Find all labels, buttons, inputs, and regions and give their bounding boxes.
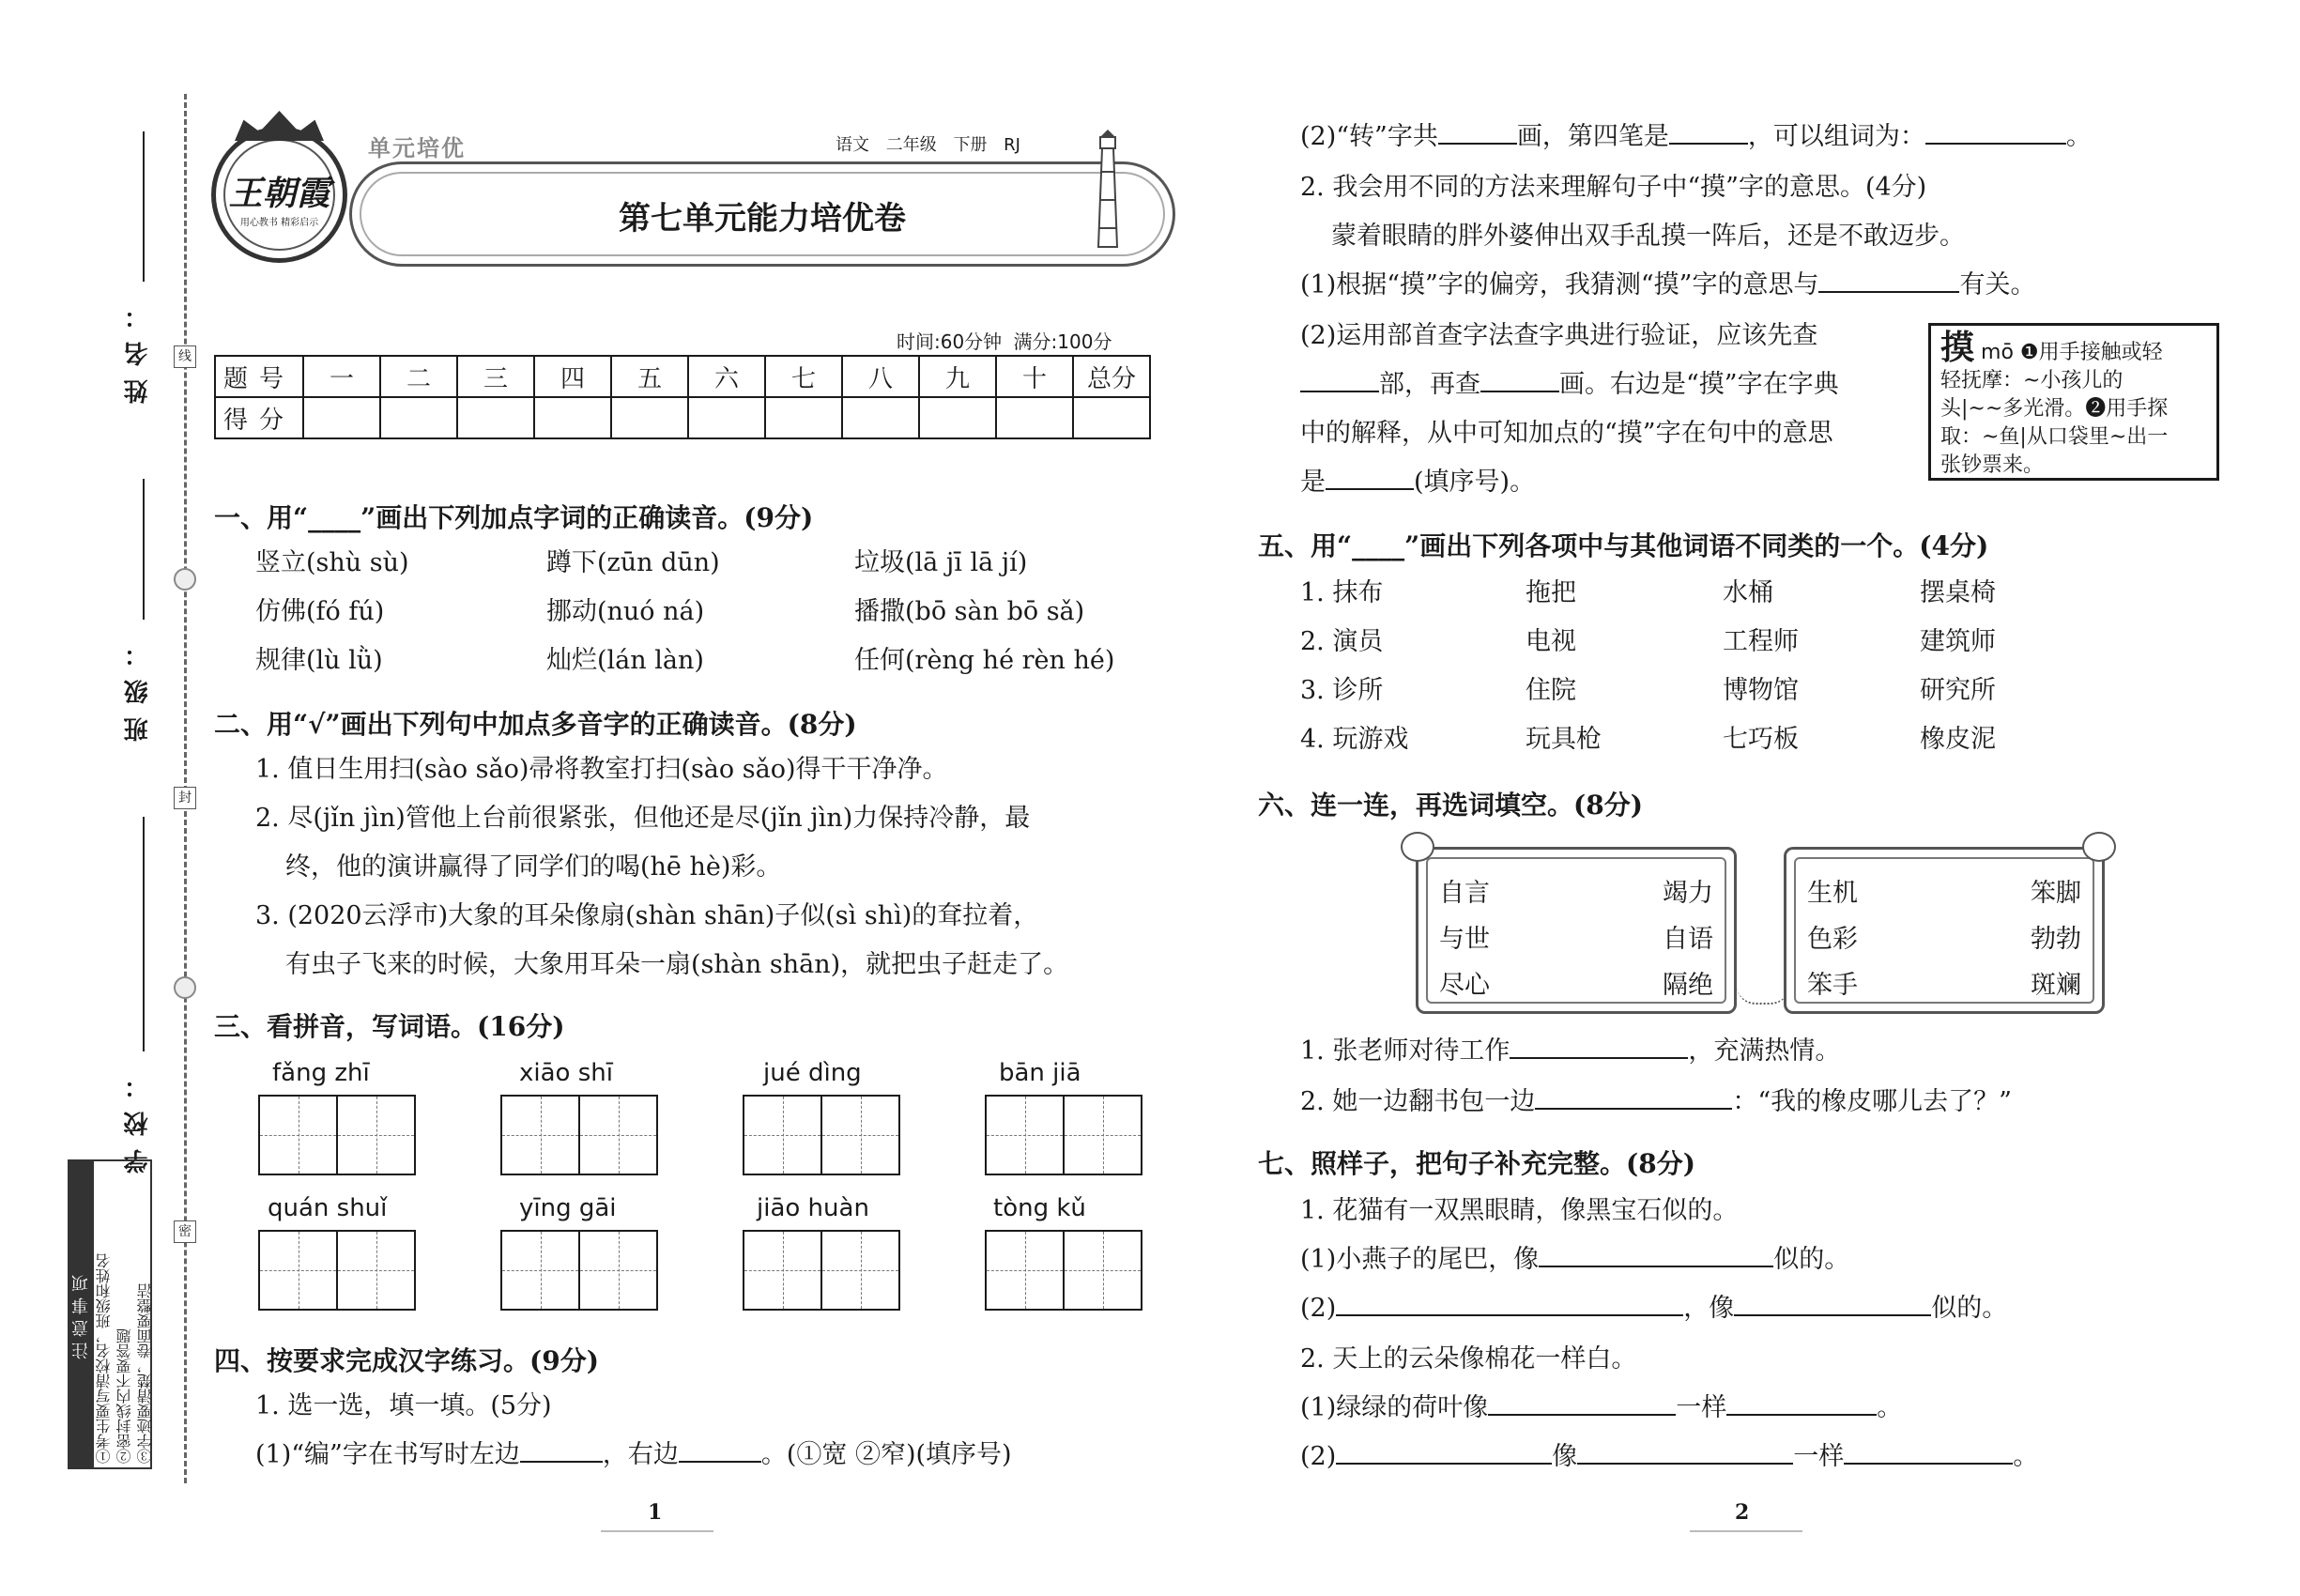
notice-item: ③字迹要清楚，卷面要整洁 bbox=[136, 1283, 154, 1464]
e2q1-text-c: 。 bbox=[1877, 1393, 1903, 1422]
odd-word[interactable]: 工程师 bbox=[1723, 627, 1799, 656]
odd-word[interactable]: 住院 bbox=[1526, 676, 1576, 705]
e1q1-text-b: 似的。 bbox=[1773, 1245, 1850, 1274]
match-word[interactable]: 与世 bbox=[1439, 925, 1490, 954]
answer-blank[interactable] bbox=[1488, 1389, 1676, 1416]
s7-example-1: 1. 花猫有一双黑眼睛，像黑宝石似的。 bbox=[1300, 1196, 1739, 1225]
answer-blank[interactable] bbox=[1480, 366, 1559, 392]
score-header-cell: 八 bbox=[842, 356, 919, 397]
match-word[interactable]: 竭力 bbox=[1663, 879, 1713, 908]
answer-blank[interactable] bbox=[1669, 118, 1748, 145]
p2-text-e: 是 bbox=[1300, 468, 1326, 497]
answer-blank[interactable] bbox=[1510, 1033, 1688, 1059]
writing-grid[interactable] bbox=[985, 1230, 1142, 1311]
answer-blank[interactable] bbox=[1336, 1290, 1683, 1316]
e1q2-text-b: ，像 bbox=[1683, 1294, 1735, 1323]
dictionary-entry-box bbox=[1928, 323, 2219, 481]
odd-word[interactable]: 七巧板 bbox=[1723, 725, 1799, 754]
seal-mark-seal: 封 bbox=[174, 787, 196, 809]
odd-word[interactable]: 拖把 bbox=[1526, 578, 1576, 607]
s4-q1 bbox=[255, 1436, 1012, 1474]
s4-p2b bbox=[1300, 366, 1839, 404]
dict-line: 张钞票来。 bbox=[1940, 453, 2045, 477]
seal-mark-line: 线 bbox=[174, 345, 196, 368]
s7-e2-q2 bbox=[1300, 1438, 2038, 1476]
odd-word[interactable]: 电视 bbox=[1526, 627, 1576, 656]
score-header-cell: 九 bbox=[919, 356, 996, 397]
score-cell[interactable] bbox=[611, 397, 688, 438]
score-row-label: 得分 bbox=[215, 397, 303, 438]
dict-char: 摸 bbox=[1940, 328, 1975, 367]
answer-blank[interactable] bbox=[1844, 1438, 2013, 1465]
writing-grid[interactable] bbox=[500, 1095, 658, 1175]
brand-name: 王朝霞 bbox=[228, 174, 330, 213]
score-header-cell: 总分 bbox=[1073, 356, 1150, 397]
s6-f1-text-a: 1. 张老师对待工作 bbox=[1300, 1036, 1510, 1066]
match-word[interactable]: 自言 bbox=[1439, 879, 1490, 908]
odd-word[interactable]: 摆桌椅 bbox=[1920, 578, 1996, 607]
pron-item: 竖立(shù sù) bbox=[255, 548, 409, 577]
s4-sub-1: 1. 选一选，填一填。(5分) bbox=[255, 1391, 552, 1420]
writing-grid[interactable] bbox=[743, 1095, 900, 1175]
q2-text-d: 。 bbox=[2065, 122, 2092, 151]
s6-f1-text-b: ，充满热情。 bbox=[1688, 1036, 1841, 1066]
e1q2-text-c: 似的。 bbox=[1931, 1294, 2008, 1323]
s4-q1-text-b: ，右边 bbox=[602, 1440, 679, 1469]
answer-blank[interactable] bbox=[1336, 1438, 1552, 1465]
p2-text-f: (填序号)。 bbox=[1414, 468, 1536, 497]
match-word[interactable]: 勃勃 bbox=[2031, 925, 2081, 954]
e2q1-text-a: (1)绿绿的荷叶像 bbox=[1300, 1393, 1489, 1422]
score-header-cell: 题号 bbox=[215, 356, 303, 397]
s7-example-2: 2. 天上的云朵像棉花一样白。 bbox=[1300, 1344, 1637, 1373]
school-line bbox=[143, 817, 145, 1051]
section-4-title: 四、按要求完成汉字练习。(9分) bbox=[214, 1345, 599, 1376]
page-ornament bbox=[601, 1530, 713, 1532]
score-cell[interactable] bbox=[765, 397, 842, 438]
time-score: 时间:60分钟 满分:100分 bbox=[897, 330, 1112, 353]
match-box-left bbox=[1416, 847, 1737, 1014]
match-box-right bbox=[1784, 847, 2105, 1014]
s4-p1 bbox=[1300, 267, 2035, 304]
score-cell[interactable] bbox=[457, 397, 534, 438]
match-word[interactable]: 生机 bbox=[1807, 879, 1858, 908]
e2q2-text-a: (2) bbox=[1300, 1442, 1337, 1471]
match-word[interactable]: 色彩 bbox=[1807, 925, 1858, 954]
score-cell[interactable] bbox=[842, 397, 919, 438]
s6-f2-text-b: ：“我的橡皮哪儿去了？” bbox=[1732, 1087, 2012, 1116]
s4-sub-2: 2. 我会用不同的方法来理解句子中“摸”字的意思。(4分) bbox=[1300, 173, 1927, 202]
writing-grid[interactable] bbox=[985, 1095, 1142, 1175]
score-cell[interactable] bbox=[534, 397, 611, 438]
p1-text-b: 有关。 bbox=[1959, 270, 2036, 299]
dict-line: 轻抚摩：~小孩儿的 bbox=[1940, 369, 2124, 392]
pinyin-label: xiāo shī bbox=[519, 1059, 613, 1087]
score-header-cell: 一 bbox=[303, 356, 380, 397]
s6-f2-text-a: 2. 她一边翻书包一边 bbox=[1300, 1087, 1536, 1116]
e1q1-text-a: (1)小燕子的尾巴，像 bbox=[1300, 1245, 1540, 1274]
match-word[interactable]: 自语 bbox=[1663, 925, 1713, 954]
binding-hole-icon bbox=[174, 568, 196, 591]
mo-sentence: 蒙着眼睛的胖外婆伸出双手乱摸一阵后，还是不敢迈步。 bbox=[1331, 222, 1965, 251]
s7-e1-q1 bbox=[1300, 1241, 1849, 1279]
writing-grid[interactable] bbox=[743, 1230, 900, 1311]
score-header-cell: 六 bbox=[688, 356, 765, 397]
dict-line: ❶用手接触或轻 bbox=[2019, 341, 2163, 364]
answer-blank[interactable] bbox=[1539, 1241, 1773, 1267]
s4-q1-text-c: 。(①宽 ②窄)(填序号) bbox=[760, 1440, 1012, 1469]
s4-q1-text-a: (1)“编”字在书写时左边 bbox=[255, 1440, 520, 1469]
p2-text-c: 画。右边是“摸”字在字典 bbox=[1559, 370, 1839, 399]
notice-item: ②密封线内不要答题 bbox=[115, 1328, 133, 1464]
s2-line-1: 1. 值日生用扫(sào sǎo)帚将教室打扫(sào sǎo)得干干净净。 bbox=[255, 755, 948, 784]
answer-blank[interactable] bbox=[1326, 464, 1414, 490]
odd-word[interactable]: 2. 演员 bbox=[1300, 627, 1384, 656]
pron-item: 灿烂(lán làn) bbox=[546, 646, 704, 675]
odd-word[interactable]: 研究所 bbox=[1920, 676, 1996, 705]
pinyin-label: quán shuǐ bbox=[268, 1194, 388, 1222]
class-line bbox=[143, 479, 145, 620]
pron-item: 垃圾(lā jī lā jí) bbox=[854, 548, 1028, 577]
odd-word[interactable]: 3. 诊所 bbox=[1300, 676, 1384, 705]
section-1-title: 一、用“____”画出下列加点字词的正确读音。(9分) bbox=[214, 502, 814, 533]
answer-blank[interactable] bbox=[1734, 1290, 1931, 1316]
s2-line-3b: 有虫子飞来的时候，大象用耳朵一扇(shàn shān)，就把虫子赶走了。 bbox=[285, 950, 1069, 979]
section-2-title: 二、用“√”画出下列句中加点多音字的正确读音。(8分) bbox=[214, 709, 857, 740]
answer-blank[interactable] bbox=[1438, 118, 1517, 145]
match-word[interactable]: 斑斓 bbox=[2031, 971, 2081, 1000]
pinyin-label: yīng gāi bbox=[519, 1194, 617, 1222]
s4-p2e bbox=[1300, 464, 1535, 501]
s6-fill-1 bbox=[1300, 1033, 1840, 1070]
score-header-cell: 三 bbox=[457, 356, 534, 397]
pron-item: 播撒(bō sàn bō sǎ) bbox=[854, 597, 1085, 626]
score-header-cell: 四 bbox=[534, 356, 611, 397]
score-cell[interactable] bbox=[919, 397, 996, 438]
q2-text-b: 画，第四笔是 bbox=[1516, 122, 1669, 151]
answer-blank[interactable] bbox=[1726, 1389, 1877, 1416]
dict-pinyin: mō bbox=[1981, 341, 2014, 364]
score-table bbox=[214, 355, 1151, 439]
seal-mark-close: 密 bbox=[174, 1220, 196, 1243]
answer-blank[interactable] bbox=[679, 1436, 761, 1463]
lighthouse-icon bbox=[1089, 130, 1127, 252]
q2-text-a: (2)“转”字共 bbox=[1300, 122, 1438, 151]
page-number-1: 1 bbox=[648, 1500, 663, 1525]
answer-blank[interactable] bbox=[1535, 1083, 1732, 1110]
odd-word[interactable]: 1. 抹布 bbox=[1300, 578, 1384, 607]
match-word[interactable]: 笨手 bbox=[1807, 971, 1858, 1000]
s7-e1-q2 bbox=[1300, 1290, 2007, 1327]
writing-grid[interactable] bbox=[500, 1230, 658, 1311]
cartoon-face-icon bbox=[1401, 832, 1434, 862]
match-word[interactable]: 尽心 bbox=[1439, 971, 1490, 1000]
odd-word[interactable]: 橡皮泥 bbox=[1920, 725, 1996, 754]
name-line bbox=[143, 131, 145, 282]
pinyin-label: fǎng zhī bbox=[272, 1059, 370, 1087]
e2q2-text-c: 一样 bbox=[1793, 1442, 1845, 1471]
odd-word[interactable]: 水桶 bbox=[1723, 578, 1773, 607]
writing-grid[interactable] bbox=[258, 1095, 416, 1175]
section-3-title: 三、看拼音，写词语。(16分) bbox=[214, 1011, 565, 1042]
s4-p2d: 中的解释，从中可知加点的“摸”字在句中的意思 bbox=[1300, 419, 1833, 448]
binding-hole-icon bbox=[174, 976, 196, 999]
pinyin-label: jiāo huàn bbox=[757, 1194, 869, 1222]
page-ornament bbox=[1690, 1530, 1802, 1532]
section-6-title: 六、连一连，再选词填空。(8分) bbox=[1258, 790, 1643, 821]
pinyin-label: jué dìng bbox=[763, 1059, 862, 1087]
odd-word[interactable]: 4. 玩游戏 bbox=[1300, 725, 1409, 754]
section-7-title: 七、照样子，把句子补充完整。(8分) bbox=[1258, 1148, 1695, 1179]
score-header-cell: 十 bbox=[996, 356, 1073, 397]
brand-logo bbox=[211, 127, 347, 263]
score-cell[interactable] bbox=[688, 397, 765, 438]
e1q2-text-a: (2) bbox=[1300, 1294, 1337, 1323]
score-header-cell: 七 bbox=[765, 356, 842, 397]
school-label: 学校： bbox=[124, 1061, 152, 1174]
e2q2-text-d: 。 bbox=[2013, 1442, 2039, 1471]
answer-blank[interactable] bbox=[1818, 267, 1959, 293]
crown-icon bbox=[235, 111, 324, 141]
score-header-cell: 五 bbox=[611, 356, 688, 397]
s7-e2-q1 bbox=[1300, 1389, 1902, 1427]
dict-line: 头|~~多光滑。❷用手探 bbox=[1940, 397, 2169, 421]
notice-item: ①考生要写清校名，班级和姓名 bbox=[95, 1253, 113, 1464]
pinyin-label: tòng kǔ bbox=[993, 1194, 1086, 1222]
answer-blank[interactable] bbox=[1925, 118, 2066, 145]
match-word[interactable]: 隔绝 bbox=[1663, 971, 1713, 1000]
section-5-title: 五、用“____”画出下列各项中与其他词语不同类的一个。(4分) bbox=[1258, 530, 1989, 561]
s2-line-2b: 终，他的演讲赢得了同学们的喝(hē hè)彩。 bbox=[285, 852, 782, 882]
score-cell[interactable] bbox=[303, 397, 380, 438]
q2-text-c: ，可以组词为： bbox=[1747, 122, 1925, 151]
s4-p2a: (2)运用部首查字法查字典进行验证，应该先查 bbox=[1300, 321, 1818, 350]
e2q2-text-b: 像 bbox=[1552, 1442, 1578, 1471]
notice-box bbox=[68, 1159, 152, 1469]
odd-word[interactable]: 博物馆 bbox=[1723, 676, 1799, 705]
pron-item: 挪动(nuó ná) bbox=[546, 597, 705, 626]
name-label: 姓名： bbox=[124, 291, 152, 404]
brand-subtitle: 用心教书 精彩启示 bbox=[239, 218, 319, 228]
grade-meta: 语文 二年级 下册 RJ bbox=[836, 135, 1020, 155]
score-cell[interactable] bbox=[380, 397, 457, 438]
box-connector bbox=[1737, 986, 1789, 1005]
s2-line-3a: 3. (2020云浮市)大象的耳朵像扇(shàn shān)子似(sì shì)的耷拉着， bbox=[255, 901, 1039, 930]
cartoon-face-icon bbox=[2082, 832, 2116, 862]
odd-word[interactable]: 建筑师 bbox=[1920, 627, 1996, 656]
title-banner bbox=[349, 161, 1175, 267]
e2q1-text-b: 一样 bbox=[1676, 1393, 1727, 1422]
notice-title: 注意事项 bbox=[69, 1161, 94, 1467]
s6-fill-2 bbox=[1300, 1083, 2012, 1121]
score-cell[interactable] bbox=[1073, 397, 1150, 438]
odd-word[interactable]: 玩具枪 bbox=[1526, 725, 1602, 754]
dict-line: 取：~鱼|从口袋里~出一 bbox=[1940, 425, 2169, 449]
pron-item: 蹲下(zūn dūn) bbox=[546, 548, 720, 577]
p1-text-a: (1)根据“摸”字的偏旁，我猜测“摸”字的意思与 bbox=[1300, 270, 1819, 299]
p2-text-b: 部，再查 bbox=[1379, 370, 1480, 399]
s4-q2 bbox=[1300, 118, 2092, 156]
pron-item: 仿佛(fó fú) bbox=[255, 597, 385, 626]
pinyin-label: bān jiā bbox=[999, 1059, 1081, 1087]
class-label: 班级： bbox=[124, 629, 152, 742]
pron-item: 任何(rèng hé rèn hé) bbox=[854, 646, 1115, 675]
score-cell[interactable] bbox=[996, 397, 1073, 438]
match-word[interactable]: 笨脚 bbox=[2031, 879, 2081, 908]
answer-blank[interactable] bbox=[520, 1436, 603, 1463]
answer-blank[interactable] bbox=[1577, 1438, 1793, 1465]
s2-line-2a: 2. 尽(jǐn jìn)管他上台前很紧张，但他还是尽(jǐn jìn)力保持冷静，最 bbox=[255, 804, 1031, 833]
series-label: 单元培优 bbox=[368, 135, 466, 161]
exam-title: 第七单元能力培优卷 bbox=[619, 200, 906, 238]
answer-blank[interactable] bbox=[1300, 366, 1379, 392]
page-number-2: 2 bbox=[1735, 1500, 1750, 1525]
score-header-cell: 二 bbox=[380, 356, 457, 397]
pron-item: 规律(lù lǜ) bbox=[255, 646, 383, 675]
writing-grid[interactable] bbox=[258, 1230, 416, 1311]
